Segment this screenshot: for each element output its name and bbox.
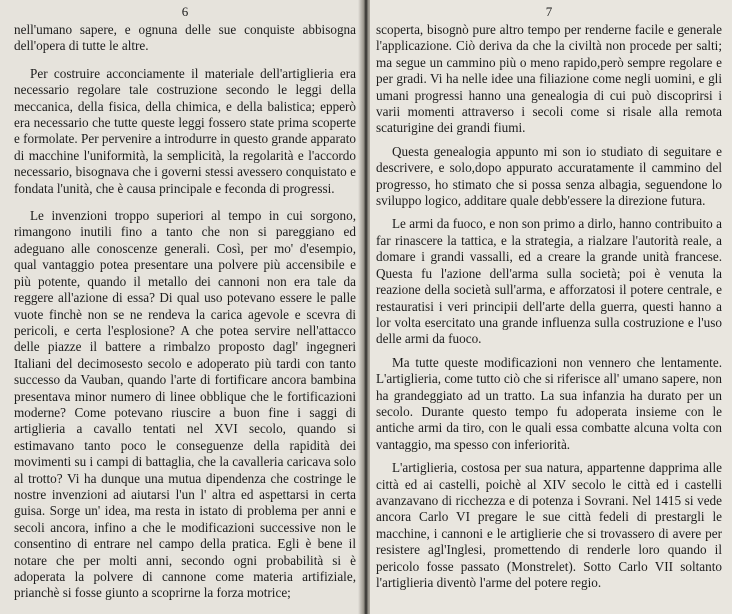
right-page: [370, 0, 732, 614]
paragraph: Per costruire acconciamente il materiale dell'artiglieria era necessario regolare tale costruzione secondo le leggi della meccanica, della fisica, della chimica, e della balistica; epperò era necessario che tutte queste leggi fossero state prima scoperte e formolate. Per pervenire a introdurre in questo grande apparato di macchine l'uniformità, la semplicità, la regolarità e l'accordo necessario, bisognava che i governi stessi avessero conquistato e fondata l'unità, che è causa principale e feconda di progressi.: [14, 65, 356, 196]
paragraph: Questa genealogia appunto mi son io studiato di seguitare e descrivere, e solo,dopo appurato accuratamente il cammino del progresso, ho stimato che si possa senza albagia, seguendone lo sviluppo logico, additare quale debb'essere la direzione futura.: [376, 143, 722, 209]
paragraph: scoperta, bisognò pure altro tempo per renderne facile e generale l'applicazione. Ciò deriva da che la civiltà non procede per salti; ma segue un cammino più o meno rapido,però sempre regolare e per gradi. Vi ha nelle idee una filiazione come negli uomini, e gli umani progressi hanno una genealogia di cui può discoprirsi i varii momenti attraverso i secoli come si risale alla remota scaturigine dei grandi fiumi.: [376, 22, 722, 136]
paragraph: nell'umano sapere, e ognuna delle sue conquiste abbisogna dell'opera di tutte le altre.: [14, 22, 356, 54]
paragraph: Le invenzioni troppo superiori al tempo in cui sorgono, rimangono inutili fino a tanto che non si pareggiano ed adeguano alle conoscenze generali. Così, per mo' d'esempio, qual vantaggio potea presentare una polvere più accensibile e più potente, quando il metallo dei cannoni non era tale da reggere all'azione di essa? Di qual uso potevano essere le palle vuote finchè non se ne rendeva la carica agevole e scevra di pericoli, e certa l'esplosione? A che potea servire nell'attacco delle piazze il battere a rimbalzo proposto dagl' ingegneri Italiani del decimosesto secolo e adoperato più tardi con tanto successo da Vauban, quando l'arte di fortificare ancora bambina presentava minor numero di linee obblique che le fortificazioni moderne? Come potevano riuscire a buon fine i saggi di artiglieria a cavallo tentati nel XVI secolo, quando si estimavano tanto poco le conseguenze della rapidità dei movimenti su i campi di battaglia, che la cavalleria caricava solo al trotto? Vi ha dunque una mutua dipendenza che costringe le nostre invenzioni ad aiutarsi l'un l' altra ed aspettarsi in certa guisa. Sorge un' idea, ma resta in istato di problema per anni e secoli ancora, infino a che le modificazioni successive non le consentino di entrare nel campo della pratica. Egli è bene il notare che per molti anni, secondo ogni probabilità si è adoperata la polvere di cannone come materia artifiziale, prianchè si fosse giunto a scoprirne la forza motrice;: [14, 208, 356, 601]
page-number: 7: [545, 4, 553, 19]
paragraph: Le armi da fuoco, e non son primo a dirlo, hanno contribuito a far rinascere la tattica, e la strategia, a rialzare l'autorità reale, a domare i grandi vassalli, ed a creare la grande unità francese. Questa fu l'azione dell'arma sulla società; poi è venuta la reazione della società sull'arma, e afforzatosi il potere centrale, e restauratisi i veri principii dell'arte della guerra, questi hanno a lor volta esercitato una grande influenza sulla costruzione e l'uso delle armi da fuoco.: [376, 216, 722, 347]
page-number: 6: [181, 4, 189, 19]
left-page: [0, 0, 362, 614]
paragraph: L'artiglieria, costosa per sua natura, appartenne dapprima alle città ed ai castelli, poichè al XIV secolo le città ed i castelli avanzavano di ricchezza e di potenza i Sovrani. Nel 1415 si vede ancora Carlo VI pregare le sue città fedeli di prestargli le macchine, i cannoni e le artiglierie che si trovassero di avere per resistere agl'Inglesi, promettendo di renderle loro quando il pericolo fosse passato (Monstrelet). Sotto Carlo VII soltanto l'artiglieria diventò l'arme del potere regio.: [376, 460, 722, 590]
paragraph: Ma tutte queste modificazioni non vennero che lentamente. L'artiglieria, come tutto ciò che si riferisce all' umano sapere, non ha grandeggiato ad un tratto. La sua infanzia ha durato per un secolo. Durante questo tempo fu adoperata insieme con le antiche armi da tiro, con le quali essa combatte alcuna volta con vantaggio, ma spesso con inferiorità.: [376, 354, 722, 452]
